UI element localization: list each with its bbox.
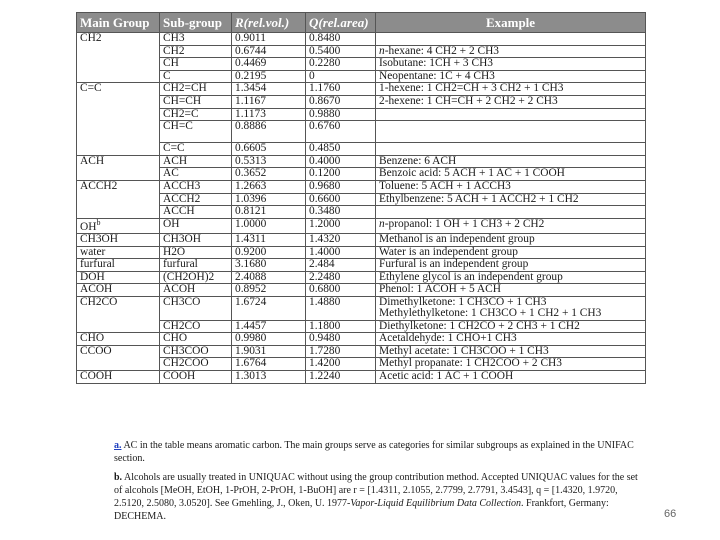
example-cell: [376, 233, 646, 246]
r-value-cell: [232, 193, 306, 206]
footnote-b-reference-title: Vapor-Liquid Equilibrium Data Collection: [350, 497, 522, 509]
r-value-cell: [232, 108, 306, 121]
table-header-row: [77, 13, 646, 33]
r-value-text: 1.9031: [235, 345, 267, 357]
example-cell: [376, 358, 646, 371]
sub-group-cell: [160, 371, 232, 384]
q-value-cell: [306, 108, 376, 121]
example-text-line-2: Methylethylketone: 1 CH3CO + 1 CH2 + 1 CH3: [379, 307, 602, 320]
table-row: [77, 296, 646, 320]
q-value-cell: [306, 121, 376, 143]
r-value-cell: [232, 58, 306, 71]
example-text: Methyl acetate: 1 CH3COO + 1 CH3: [379, 345, 549, 357]
main-group-cell: [77, 246, 160, 259]
table-row: [77, 271, 646, 284]
header-q-rel-area: Q(rel.area): [306, 13, 376, 33]
main-group-text: DOH: [80, 271, 105, 283]
example-text: Phenol: 1 ACOH + 5 ACH: [379, 283, 501, 296]
normal-prefix: n: [379, 45, 385, 57]
r-value-cell: [232, 320, 306, 333]
sub-group-cell: [160, 33, 232, 46]
example-text: Ethylene glycol is an independent group: [379, 271, 563, 283]
sub-group-cell: [160, 333, 232, 346]
r-value-cell: [232, 246, 306, 259]
example-cell: [376, 180, 646, 193]
r-value-text: 0.9011: [235, 32, 266, 44]
example-text: Ethylbenzene: 5 ACH + 1 ACCH2 + 1 CH2: [379, 193, 579, 205]
q-value-text: 0.3480: [309, 205, 341, 218]
example-cell: [376, 168, 646, 181]
q-value-cell: [306, 58, 376, 71]
sub-group-cell: [160, 358, 232, 371]
main-group-text: ACOH: [80, 283, 113, 296]
sub-group-text: CH2=C: [163, 108, 199, 120]
sub-group-cell: [160, 296, 232, 320]
q-value-text: 0.1200: [309, 167, 341, 180]
table-row: [77, 45, 646, 58]
r-value-cell: [232, 45, 306, 58]
example-cell: [376, 83, 646, 96]
q-value-cell: [306, 218, 376, 233]
table-row: [77, 121, 646, 143]
example-cell: [376, 95, 646, 108]
table-row: [77, 108, 646, 121]
example-text: Methanol is an independent group: [379, 233, 535, 245]
q-value-text: 0.6800: [309, 283, 341, 296]
q-value-cell: [306, 168, 376, 181]
q-value-cell: [306, 259, 376, 272]
q-value-text: 0.8670: [309, 95, 341, 107]
sub-group-text: OH: [163, 218, 180, 230]
main-group-text: CHO: [80, 332, 105, 345]
q-value-text: 2.484: [309, 258, 335, 271]
r-value-cell: [232, 284, 306, 297]
example-text: Furfural is an independent group: [379, 258, 529, 271]
example-cell: [376, 333, 646, 346]
q-value-cell: [306, 143, 376, 156]
q-value-text: 0.6600: [309, 193, 341, 205]
sub-group-text: C: [163, 70, 171, 82]
q-value-cell: [306, 70, 376, 83]
r-value-cell: [232, 168, 306, 181]
table-row: [77, 33, 646, 46]
example-cell: [376, 371, 646, 384]
header-main-group: Main Group: [77, 13, 160, 33]
table-row: [77, 333, 646, 346]
footnotes: [114, 440, 648, 530]
q-value-text: 1.4880: [309, 296, 341, 308]
r-value-text: 0.8952: [235, 283, 267, 296]
sub-group-text: ACCH2: [163, 193, 201, 205]
sub-group-cell: [160, 58, 232, 71]
sub-group-cell: [160, 206, 232, 219]
sub-group-text: CH=CH: [163, 95, 202, 107]
example-cell: [376, 284, 646, 297]
table-row: [77, 371, 646, 384]
q-value-cell: [306, 271, 376, 284]
sub-group-text: CH3: [163, 32, 185, 44]
q-value-cell: [306, 45, 376, 58]
r-value-text: 1.3013: [235, 370, 267, 383]
sub-group-cell: [160, 70, 232, 83]
sub-group-text: (CH2OH)2: [163, 271, 215, 283]
r-value-cell: [232, 121, 306, 143]
main-group-text: ACH: [80, 155, 105, 167]
sub-group-text: CH3OH: [163, 233, 201, 245]
r-value-text: 1.2663: [235, 180, 267, 192]
unifac-group-table-container: [76, 12, 645, 384]
q-value-text: 0.4000: [309, 155, 341, 167]
unifac-group-table: [76, 12, 646, 384]
q-value-cell: [306, 193, 376, 206]
sub-group-text: CHO: [163, 332, 188, 345]
table-row: [77, 259, 646, 272]
r-value-text: 1.0396: [235, 193, 267, 205]
sub-group-cell: [160, 155, 232, 168]
example-cell: [376, 193, 646, 206]
r-value-text: 1.6724: [235, 296, 267, 308]
main-group-text: CH3OH: [80, 233, 118, 245]
sub-group-cell: [160, 218, 232, 233]
example-cell: [376, 345, 646, 358]
sub-group-text: ACCH: [163, 205, 195, 218]
q-value-cell: [306, 371, 376, 384]
example-text: Acetic acid: 1 AC + 1 COOH: [379, 370, 514, 383]
q-value-text: 0.4850: [309, 142, 341, 155]
q-value-text: 1.1800: [309, 320, 341, 332]
main-group-text: furfural: [80, 258, 115, 271]
r-value-text: 3.1680: [235, 258, 267, 271]
main-group-text: OH: [80, 220, 97, 233]
sub-group-cell: [160, 121, 232, 143]
main-group-cell: [77, 271, 160, 284]
main-group-cell: [77, 95, 160, 108]
main-group-cell: [77, 58, 160, 71]
q-value-text: 0.9680: [309, 180, 341, 192]
q-value-cell: [306, 333, 376, 346]
table-row: [77, 143, 646, 156]
r-value-text: 1.4311: [235, 233, 266, 245]
r-value-text: 0.3652: [235, 167, 267, 180]
sub-group-text: COOH: [163, 370, 196, 383]
example-cell: [376, 218, 646, 233]
q-value-text: 1.2000: [309, 218, 341, 230]
r-value-text: 0.8886: [235, 120, 267, 133]
q-value-text: 0: [309, 70, 315, 82]
sub-group-text: CH3COO: [163, 345, 209, 357]
example-text: Dimethylketone: 1 CH3CO + 1 CH3: [379, 296, 547, 308]
example-text: Toluene: 5 ACH + 1 ACCH3: [379, 180, 511, 192]
main-group-cell: [77, 320, 160, 333]
main-group-cell: [77, 333, 160, 346]
q-value-cell: [306, 206, 376, 219]
sub-group-cell: [160, 168, 232, 181]
example-text: 2-hexene: 1 CH=CH + 2 CH2 + 2 CH3: [379, 95, 558, 107]
sub-group-text: ACOH: [163, 283, 196, 296]
table-row: [77, 284, 646, 297]
r-value-cell: [232, 271, 306, 284]
q-value-text: 1.7280: [309, 345, 341, 357]
main-group-cell: [77, 180, 160, 193]
sub-group-cell: [160, 95, 232, 108]
footnote-a-text: AC in the table means aromatic carbon. The main groups serve as categories for similar subgroups as explained in the UNIFAC section.: [114, 440, 634, 464]
main-group-cell: [77, 358, 160, 371]
example-cell: [376, 155, 646, 168]
r-value-cell: [232, 218, 306, 233]
q-value-cell: [306, 246, 376, 259]
table-row: [77, 233, 646, 246]
r-value-cell: [232, 371, 306, 384]
main-group-text: CH2: [80, 32, 102, 44]
example-cell: [376, 70, 646, 83]
sub-group-text: AC: [163, 167, 179, 180]
example-cell: [376, 206, 646, 219]
example-text: n-propanol: 1 OH + 1 CH3 + 2 CH2: [379, 218, 545, 230]
r-value-text: 0.9980: [235, 332, 267, 345]
sub-group-text: CH=C: [163, 120, 193, 133]
example-text: Water is an independent group: [379, 246, 518, 258]
r-value-text: 0.4469: [235, 57, 267, 70]
sub-group-cell: [160, 284, 232, 297]
sub-group-text: CH3CO: [163, 296, 201, 308]
example-text: n-hexane: 4 CH2 + 2 CH3: [379, 45, 500, 57]
main-group-cell: [77, 121, 160, 143]
table-row: [77, 345, 646, 358]
main-group-cell: [77, 259, 160, 272]
table-row: [77, 180, 646, 193]
r-value-text: 0.2195: [235, 70, 267, 82]
q-value-cell: [306, 296, 376, 320]
example-text: Neopentane: 1C + 4 CH3: [379, 70, 495, 82]
sub-group-text: H2O: [163, 246, 186, 258]
r-value-cell: [232, 180, 306, 193]
table-row: [77, 358, 646, 371]
q-value-cell: [306, 83, 376, 96]
r-value-text: 0.8121: [235, 205, 267, 218]
table-row: [77, 218, 646, 233]
example-cell: [376, 108, 646, 121]
q-value-text: 1.4200: [309, 357, 341, 370]
table-row: [77, 246, 646, 259]
r-value-cell: [232, 333, 306, 346]
q-value-text: 1.2240: [309, 370, 341, 383]
r-value-text: 1.1167: [235, 95, 266, 107]
example-text: Methyl propanate: 1 CH2COO + 2 CH3: [379, 357, 562, 370]
example-text: Benzoic acid: 5 ACH + 1 AC + 1 COOH: [379, 167, 565, 180]
r-value-cell: [232, 259, 306, 272]
footnote-b: [114, 472, 648, 523]
r-value-cell: [232, 358, 306, 371]
example-cell: [376, 246, 646, 259]
r-value-cell: [232, 233, 306, 246]
example-cell: [376, 271, 646, 284]
table-row: [77, 168, 646, 181]
r-value-cell: [232, 296, 306, 320]
sub-group-text: furfural: [163, 258, 198, 271]
r-value-text: 1.4457: [235, 320, 267, 332]
q-value-text: 2.2480: [309, 271, 341, 283]
example-cell: [376, 45, 646, 58]
table-row: [77, 58, 646, 71]
footnote-b-text-1: Alcohols are usually treated in UNIQUAC without using the group contribution method. Accepted UNIQUAC values for the set of alcohols [MeOH, EtOH, 1-PrOH, 2-PrOH, 1-BuOH] are r = [1.4311, 2.1055, 2.7799, 2.7791, 3.4543], q = [1.4320, 1.9720, 2.5120, 2.5080, 3.0520]. See Gmehling, J., Oken, U. 1977-: [114, 472, 638, 509]
main-group-cell: [77, 143, 160, 156]
sub-group-cell: [160, 45, 232, 58]
r-value-text: 1.3454: [235, 82, 267, 95]
q-value-cell: [306, 95, 376, 108]
sub-group-cell: [160, 345, 232, 358]
r-value-cell: [232, 83, 306, 96]
table-row: [77, 206, 646, 219]
main-group-cell: [77, 33, 160, 46]
q-value-text: 0.9480: [309, 332, 341, 345]
header-sub-group: Sub-group: [160, 13, 232, 33]
page-number: 66: [664, 508, 677, 520]
main-group-text: ACCH2: [80, 180, 118, 192]
q-value-text: 1.4000: [309, 246, 341, 258]
main-group-text: CH2CO: [80, 296, 118, 308]
main-group-cell: [77, 108, 160, 121]
sub-group-text: C=C: [163, 142, 185, 155]
sub-group-cell: [160, 259, 232, 272]
sub-group-cell: [160, 233, 232, 246]
main-group-cell: [77, 233, 160, 246]
example-text: Isobutane: 1CH + 3 CH3: [379, 57, 493, 70]
example-cell: [376, 121, 646, 143]
sub-group-text: CH: [163, 57, 179, 70]
example-text: Acetaldehyde: 1 CHO+1 CH3: [379, 332, 517, 345]
sub-group-cell: [160, 320, 232, 333]
main-group-text: water: [80, 246, 106, 258]
q-value-text: 0.6760: [309, 120, 341, 133]
header-example: Example: [376, 13, 646, 33]
table-row: [77, 83, 646, 96]
sub-group-text: CH2CO: [163, 320, 201, 332]
r-value-text: 1.0000: [235, 218, 267, 230]
example-text: Diethylketone: 1 CH2CO + 2 CH3 + 1 CH2: [379, 320, 580, 332]
table-row: [77, 193, 646, 206]
sub-group-text: ACCH3: [163, 180, 201, 192]
q-value-cell: [306, 155, 376, 168]
footnote-b-text-2: . Frankfort, Germany: DECHEMA.: [114, 497, 609, 522]
r-value-cell: [232, 33, 306, 46]
sub-group-text: CH2=CH: [163, 82, 207, 95]
main-group-cell: [77, 168, 160, 181]
q-value-cell: [306, 233, 376, 246]
main-group-text: CCOO: [80, 345, 112, 357]
header-r-rel-vol: R(rel.vol.): [232, 13, 306, 33]
sub-group-cell: [160, 108, 232, 121]
q-value-cell: [306, 33, 376, 46]
main-group-text: C=C: [80, 82, 102, 95]
r-value-cell: [232, 70, 306, 83]
example-cell: [376, 259, 646, 272]
main-group-cell: [77, 371, 160, 384]
main-group-cell: [77, 45, 160, 58]
example-cell: [376, 296, 646, 320]
r-value-text: 0.6605: [235, 142, 267, 155]
main-group-cell: [77, 345, 160, 358]
main-group-text: COOH: [80, 370, 113, 383]
sub-group-cell: [160, 180, 232, 193]
main-group-cell: [77, 218, 160, 233]
q-value-text: 0.5400: [309, 45, 341, 57]
r-value-text: 1.1173: [235, 108, 266, 120]
sub-group-text: CH2COO: [163, 357, 209, 370]
q-value-cell: [306, 320, 376, 333]
table-row: [77, 70, 646, 83]
r-value-cell: [232, 206, 306, 219]
table-body: [77, 33, 646, 384]
main-group-cell: [77, 70, 160, 83]
q-value-cell: [306, 284, 376, 297]
sub-group-cell: [160, 83, 232, 96]
main-group-cell: [77, 284, 160, 297]
example-cell: [376, 320, 646, 333]
example-text: Benzene: 6 ACH: [379, 155, 457, 167]
sub-group-cell: [160, 193, 232, 206]
main-group-cell: [77, 193, 160, 206]
r-value-text: 0.6744: [235, 45, 267, 57]
main-group-cell: [77, 83, 160, 96]
normal-prefix: n: [379, 218, 385, 230]
table-row: [77, 95, 646, 108]
sub-group-cell: [160, 271, 232, 284]
r-value-cell: [232, 345, 306, 358]
r-value-text: 0.5313: [235, 155, 267, 167]
sub-group-text: ACH: [163, 155, 188, 167]
q-value-cell: [306, 180, 376, 193]
main-group-cell: [77, 296, 160, 320]
footnote-marker: b: [96, 218, 101, 227]
q-value-text: 1.4320: [309, 233, 341, 245]
q-value-cell: [306, 345, 376, 358]
table-row: [77, 320, 646, 333]
r-value-text: 2.4088: [235, 271, 267, 283]
r-value-cell: [232, 155, 306, 168]
main-group-cell: [77, 206, 160, 219]
sub-group-text: CH2: [163, 45, 185, 57]
example-text: 1-hexene: 1 CH2=CH + 3 CH2 + 1 CH3: [379, 82, 564, 95]
r-value-cell: [232, 95, 306, 108]
example-cell: [376, 33, 646, 46]
example-cell: [376, 143, 646, 156]
footnote-a-key[interactable]: a.: [114, 440, 122, 451]
sub-group-cell: [160, 246, 232, 259]
r-value-cell: [232, 143, 306, 156]
q-value-text: 0.8480: [309, 32, 341, 44]
example-cell: [376, 58, 646, 71]
q-value-text: 1.1760: [309, 82, 341, 95]
q-value-cell: [306, 358, 376, 371]
r-value-text: 1.6764: [235, 357, 267, 370]
footnote-a: [114, 440, 648, 465]
table-row: [77, 155, 646, 168]
r-value-text: 0.9200: [235, 246, 267, 258]
q-value-text: 0.9880: [309, 108, 341, 120]
main-group-cell: [77, 155, 160, 168]
footnote-b-key: b.: [114, 472, 123, 484]
q-value-text: 0.2280: [309, 57, 341, 70]
sub-group-cell: [160, 143, 232, 156]
